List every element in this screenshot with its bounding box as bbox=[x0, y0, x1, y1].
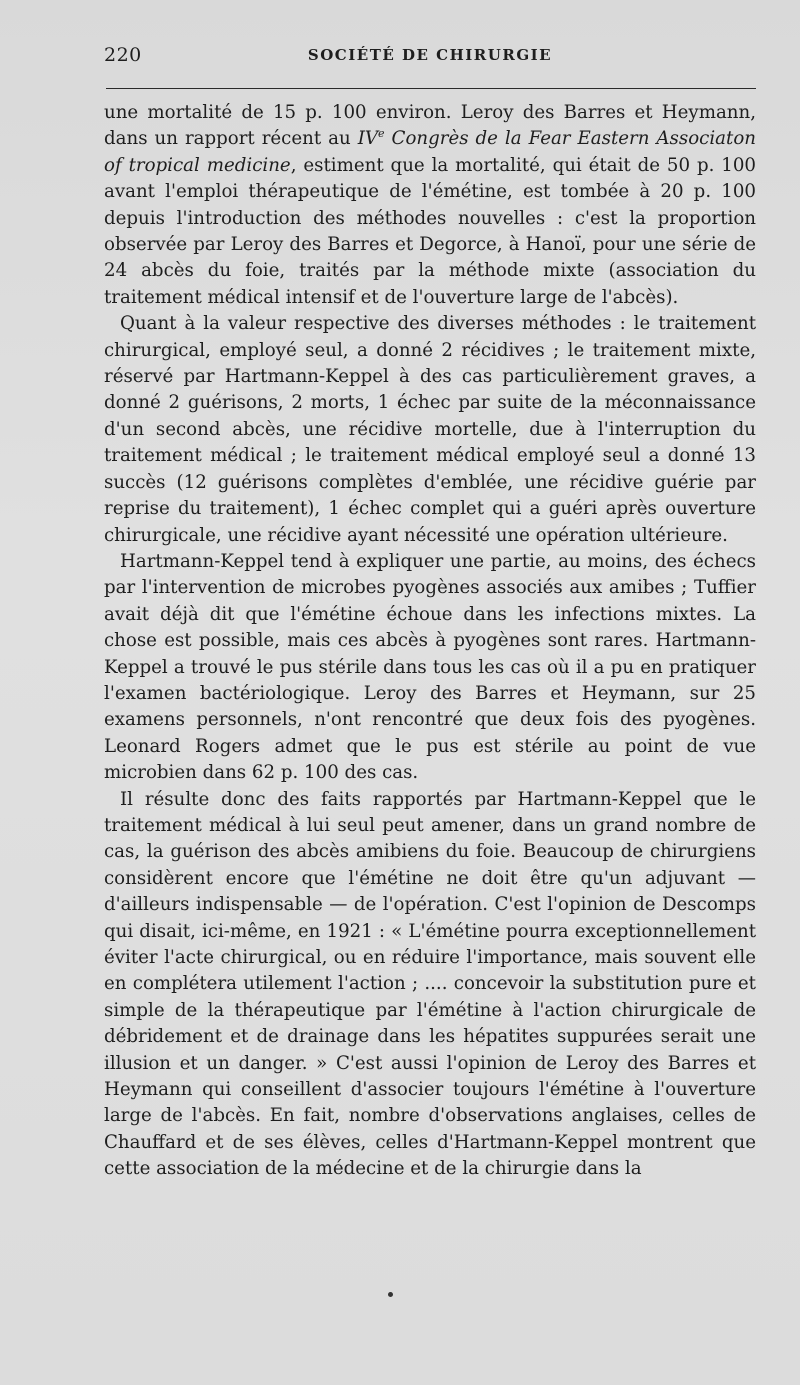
paragraph bbox=[104, 311, 756, 549]
paragraph bbox=[104, 787, 756, 1183]
paragraph bbox=[104, 100, 756, 311]
text-segment: , estiment que la mortalité, qui était de 50 p. 100 avant l'emploi thérapeutique de l'émétine, est tombée à 20 p. 100 depuis l'introduction des méthodes nouvelles : c'est la proportion observée par Leroy des Barres et Degorce, à Hanoï, pour une série de 24 abcès du foie, traités par la méthode mixte (association du traitement médical intensif et de l'ouverture large de l'abcès). bbox=[104, 154, 756, 308]
text-segment: une mortalité de 15 p. 100 environ. Leroy des Barres et Heymann, dans un rapport récent au bbox=[104, 102, 756, 150]
text-segment: IV bbox=[357, 128, 379, 150]
body-text bbox=[104, 100, 756, 1183]
text-segment: Il résulte donc des faits rapportés par Hartmann-Keppel que le traitement médical à lui seul peut amener, dans un grand nombre de cas, la guérison des abcès amibiens du foie. Beaucoup de chirurgiens considèrent encore que l'émétine ne doit être qu'un adjuvant — d'ailleurs indispensable — de l'opération. C'est l'opinion de Descomps qui disait, ici-même, en 1921 : « L'émétine pourra exceptionnellement éviter l'acte chirurgical, ou en réduire l'importance, mais souvent elle en complétera utilement l'action ; .... concevoir la substitution pure et simple de la thérapeutique par l'émétine à l'action chirurgicale de débridement et de drainage dans les hépatites suppurées serait une illusion et un danger. » C'est aussi l'opinion de Leroy des Barres et Heymann qui conseillent d'associer toujours l'émétine à l'ouverture large de l'abcès. En fait, nombre d'observations anglaises, celles de Chauffard et de ses élèves, celles d'Hartmann-Keppel montrent que cette association de la médecine et de la chirurgie dans la bbox=[104, 788, 756, 1180]
text-segment: Quant à la valeur respective des diverses méthodes : le traitement chirurgical, employé seul, a donné 2 récidives ; le traitement mixte, réservé par Hartmann-Keppel à des cas particulièrement graves, a donné 2 guérisons, 2 morts, 1 échec par suite de la méconnaissance d'un second abcès, une récidive mortelle, due à l'interruption du traitement médical ; le traitement médical employé seul a donné 13 succès (12 guérisons complètes d'emblée, une récidive guérie par reprise du traitement), 1 échec complet qui a guéri après ouverture chirurgicale, une récidive ayant nécessité une opération ultérieure. bbox=[104, 313, 756, 546]
page-header bbox=[104, 44, 756, 74]
text-segment: Congrès de la Fear Eastern Associaton of tropical medicine bbox=[104, 128, 756, 176]
text-segment: Hartmann-Keppel tend à expliquer une partie, au moins, des échecs par l'intervention de microbes pyogènes associés aux amibes ; Tuffier avait déjà dit que l'émétine échoue dans les infections mixtes. La chose est possible, mais ces abcès à pyogènes sont rares. Hartmann-Keppel a trouvé le pus stérile dans tous les cas où il a pu en pratiquer l'examen bactériologique. Leroy des Barres et Heymann, sur 25 examens personnels, n'ont rencontré que deux fois des pyogènes. Leonard Rogers admet que le pus est stérile au point de vue microbien dans 62 p. 100 des cas. bbox=[104, 550, 756, 784]
page-number: 220 bbox=[104, 44, 142, 66]
text-segment: e bbox=[378, 127, 385, 141]
paragraph bbox=[104, 549, 756, 787]
header-rule bbox=[106, 88, 756, 89]
footer-mark bbox=[388, 1292, 393, 1297]
running-head: SOCIÉTÉ DE CHIRURGIE bbox=[307, 46, 553, 64]
